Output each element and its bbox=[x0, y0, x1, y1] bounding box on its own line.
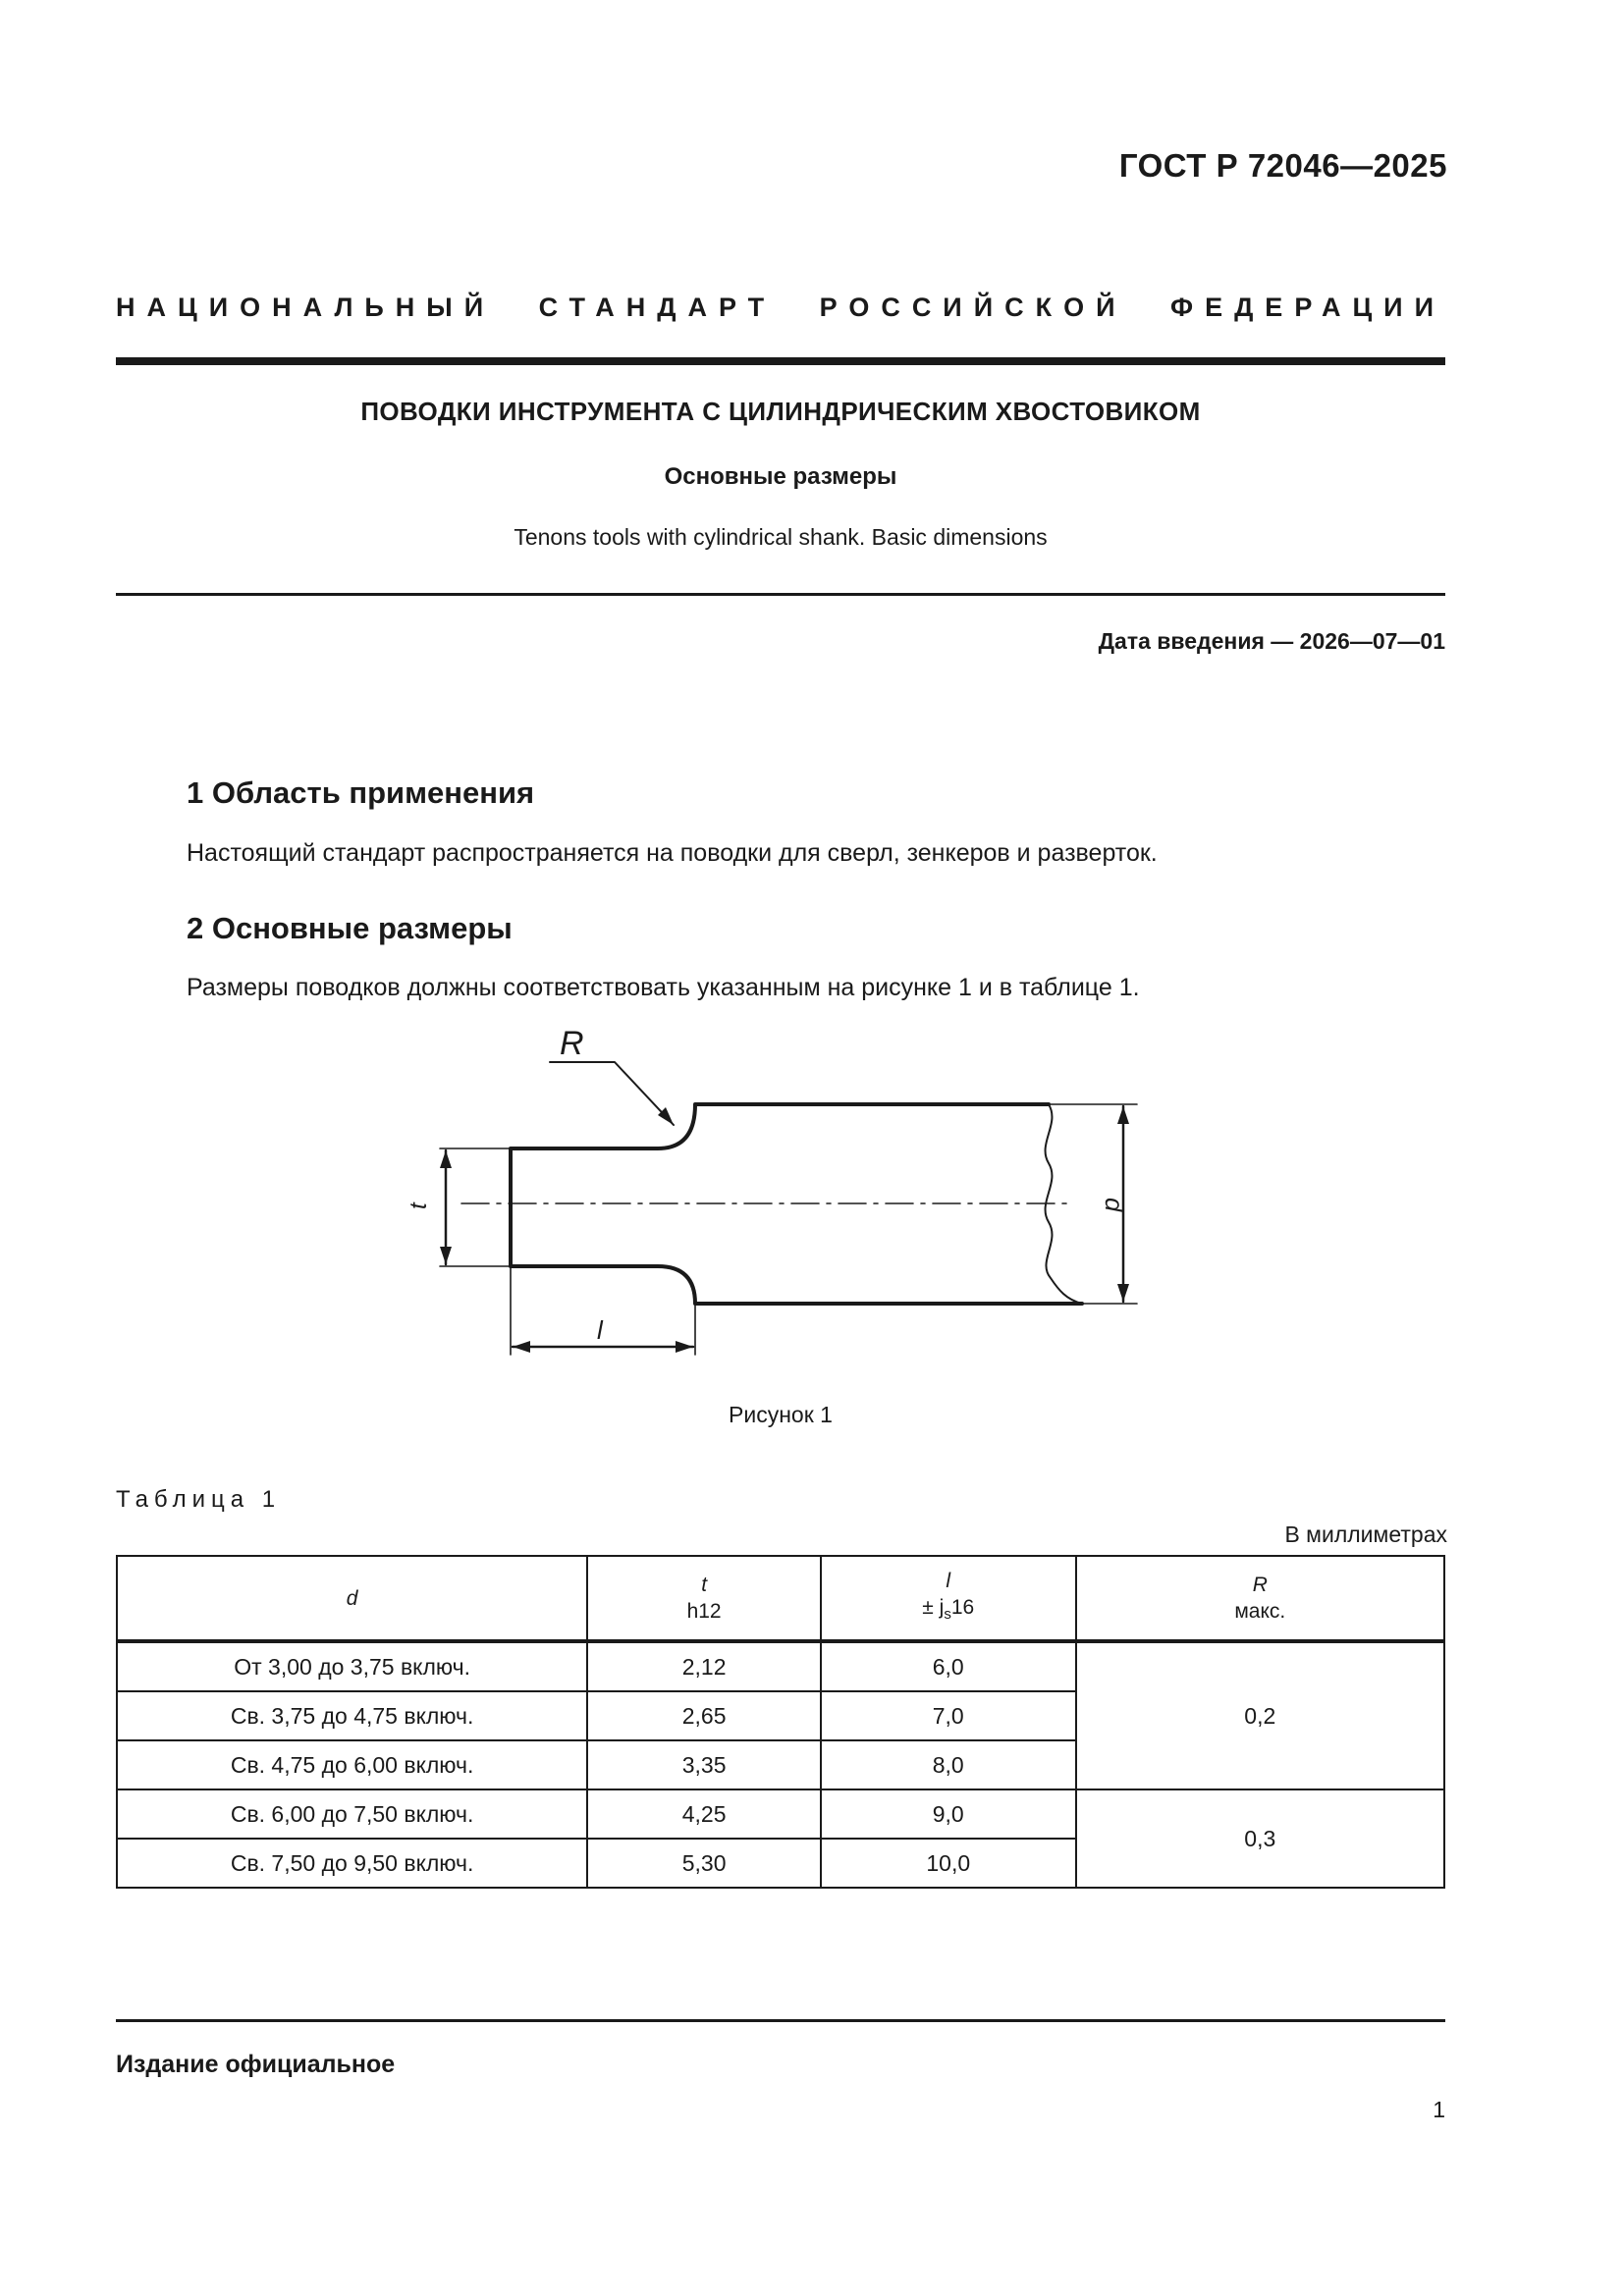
cell-l: 10,0 bbox=[821, 1839, 1076, 1888]
cell-R: 0,3 bbox=[1076, 1789, 1444, 1888]
table-header-row bbox=[117, 1556, 1444, 1641]
table-row bbox=[117, 1641, 1444, 1691]
cell-l: 8,0 bbox=[821, 1740, 1076, 1789]
cell-d: Св. 6,00 до 7,50 включ. bbox=[117, 1789, 587, 1839]
title-rule bbox=[116, 593, 1445, 596]
figure-caption: Рисунок 1 bbox=[729, 1402, 833, 1427]
figure-1-drawing bbox=[373, 1021, 1198, 1384]
dimensions-table bbox=[116, 1555, 1445, 1889]
cell-d: Св. 7,50 до 9,50 включ. bbox=[117, 1839, 587, 1888]
header-t: t h12 bbox=[587, 1556, 821, 1641]
introduction-date: Дата введения — 2026—07—01 bbox=[1098, 628, 1445, 654]
header-d: d bbox=[117, 1556, 587, 1641]
standard-number: ГОСТ Р 72046—2025 bbox=[1118, 147, 1447, 184]
page-number: 1 bbox=[1433, 2097, 1445, 2122]
cell-d: Св. 4,75 до 6,00 включ. bbox=[117, 1740, 587, 1789]
label-l: l bbox=[597, 1315, 603, 1345]
label-R: R bbox=[560, 1025, 584, 1062]
header-R: R макс. bbox=[1076, 1556, 1444, 1641]
cell-l: 9,0 bbox=[821, 1789, 1076, 1839]
label-d: d bbox=[1100, 1198, 1129, 1212]
national-standard-heading: НАЦИОНАЛЬНЫЙ СТАНДАРТ РОССИЙСКОЙ ФЕДЕРАЦИИ bbox=[116, 293, 1445, 322]
cell-l: 6,0 bbox=[821, 1641, 1076, 1691]
header-rule bbox=[116, 357, 1445, 365]
cell-d: Св. 3,75 до 4,75 включ. bbox=[117, 1691, 587, 1740]
document-subtitle: Основные размеры bbox=[664, 463, 897, 490]
radius-leader bbox=[550, 1062, 674, 1125]
cell-t: 2,65 bbox=[587, 1691, 821, 1740]
table-units: В миллиметрах bbox=[1284, 1522, 1447, 1547]
table-label: Таблица 1 bbox=[116, 1486, 282, 1513]
label-t: t bbox=[406, 1202, 432, 1209]
section-1-text: Настоящий стандарт распространяется на поводки для сверл, зенкеров и разверток. bbox=[187, 839, 1158, 867]
table-row bbox=[117, 1789, 1444, 1839]
cell-t: 5,30 bbox=[587, 1839, 821, 1888]
english-title: Tenons tools with cylindrical shank. Basic dimensions bbox=[514, 524, 1048, 550]
cell-t: 2,12 bbox=[587, 1641, 821, 1691]
document-title: ПОВОДКИ ИНСТРУМЕНТА С ЦИЛИНДРИЧЕСКИМ ХВОСТОВИКОМ bbox=[360, 397, 1201, 426]
section-2-text: Размеры поводков должны соответствовать указанным на рисунке 1 и в таблице 1. bbox=[187, 974, 1140, 1001]
header-l: l ± $j_s16$ bbox=[821, 1556, 1076, 1641]
footer-rule bbox=[116, 2019, 1445, 2022]
cell-R: 0,2 bbox=[1076, 1641, 1444, 1789]
cell-l: 7,0 bbox=[821, 1691, 1076, 1740]
section-1-heading: 1 Область применения bbox=[187, 775, 535, 810]
cell-t: 3,35 bbox=[587, 1740, 821, 1789]
official-edition-label: Издание официальное bbox=[116, 2051, 396, 2078]
cell-t: 4,25 bbox=[587, 1789, 821, 1839]
section-2-heading: 2 Основные размеры bbox=[187, 911, 513, 945]
cell-d: От 3,00 до 3,75 включ. bbox=[117, 1641, 587, 1691]
